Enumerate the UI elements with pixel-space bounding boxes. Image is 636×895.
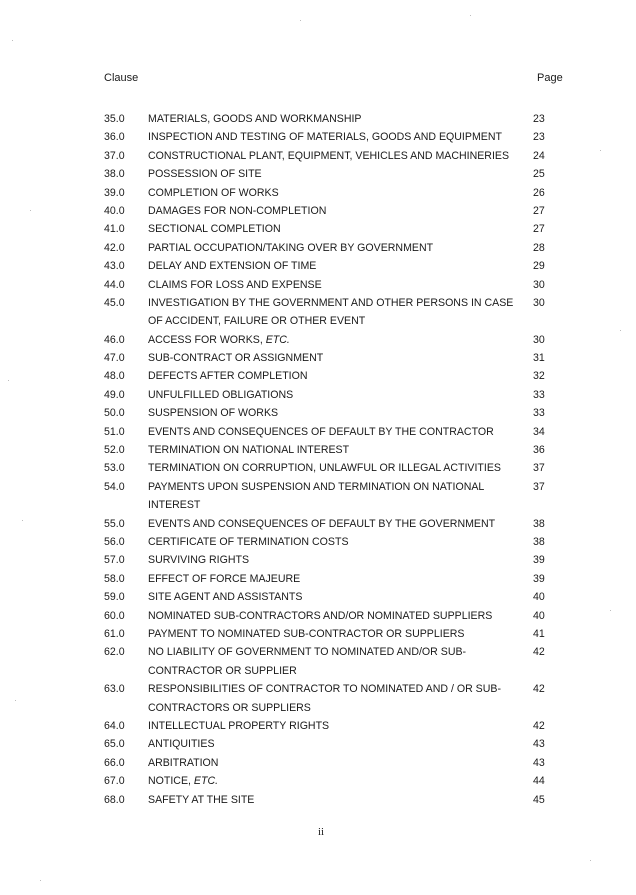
clause-title xyxy=(148,331,518,349)
scan-speck xyxy=(600,150,601,151)
clause-title-emphasis: ETC. xyxy=(193,775,219,788)
clause-title xyxy=(148,257,518,275)
clause-title-text: SITE AGENT AND ASSISTANTS xyxy=(148,591,303,604)
clause-title-text: ANTIQUITIES xyxy=(148,738,215,751)
clause-title xyxy=(148,735,518,753)
page-reference: 30 xyxy=(533,296,545,309)
scan-speck xyxy=(300,20,301,21)
clause-title xyxy=(148,220,518,238)
page-reference: 33 xyxy=(533,388,545,401)
page-reference: 33 xyxy=(533,407,545,420)
clause-title-text: EVENTS AND CONSEQUENCES OF DEFAULT BY THE GOVERNMENT xyxy=(148,517,496,530)
clause-number: 60.0 xyxy=(104,609,125,622)
clause-title-text: INSPECTION AND TESTING OF MATERIALS, GOODS AND EQUIPMENT xyxy=(148,131,502,144)
page-reference: 43 xyxy=(533,756,545,769)
page-reference: 42 xyxy=(533,683,545,696)
toc-row xyxy=(0,643,636,680)
page-reference: 26 xyxy=(533,186,545,199)
scan-speck xyxy=(40,880,41,881)
scan-speck xyxy=(590,860,591,861)
clause-number: 47.0 xyxy=(104,352,125,365)
clause-number: 56.0 xyxy=(104,536,125,549)
clause-number: 46.0 xyxy=(104,333,125,346)
clause-title-text: SUSPENSION OF WORKS xyxy=(148,407,279,420)
toc-row xyxy=(0,239,636,257)
clause-title xyxy=(148,625,518,643)
toc-row xyxy=(0,625,636,643)
clause-title xyxy=(148,791,518,809)
page-reference: 32 xyxy=(533,370,545,383)
clause-title-text: CONSTRUCTIONAL PLANT, EQUIPMENT, VEHICLES AND MACHINERIES xyxy=(148,149,510,162)
page-reference: 37 xyxy=(533,480,545,493)
scan-speck xyxy=(620,330,621,331)
clause-number: 49.0 xyxy=(104,388,125,401)
toc-row xyxy=(0,478,636,515)
toc-row xyxy=(0,754,636,772)
clause-number: 50.0 xyxy=(104,407,125,420)
page-reference: 23 xyxy=(533,113,545,125)
clause-title xyxy=(148,147,518,165)
table-of-contents xyxy=(0,110,636,809)
clause-title xyxy=(148,239,518,257)
clause-title xyxy=(148,165,518,183)
clause-number: 37.0 xyxy=(104,149,125,162)
toc-row xyxy=(0,404,636,422)
clause-title-text: SAFETY AT THE SITE xyxy=(148,793,255,806)
page-reference: 39 xyxy=(533,572,545,585)
toc-row xyxy=(0,735,636,753)
clause-title-text: CLAIMS FOR LOSS AND EXPENSE xyxy=(148,278,322,291)
toc-row xyxy=(0,791,636,809)
clause-number: 45.0 xyxy=(104,296,125,309)
clause-title-text: SECTIONAL COMPLETION xyxy=(148,223,281,236)
clause-number: 38.0 xyxy=(104,168,125,181)
clause-title xyxy=(148,202,518,220)
toc-row xyxy=(0,570,636,588)
page-column-header: Page xyxy=(537,72,563,84)
scan-speck xyxy=(610,610,611,611)
clause-title-text: ACCESS FOR WORKS, xyxy=(148,333,266,346)
toc-row xyxy=(0,147,636,165)
clause-title xyxy=(148,110,518,128)
clause-number: 62.0 xyxy=(104,646,125,659)
clause-title-text: TERMINATION ON CORRUPTION, UNLAWFUL OR ILLEGAL ACTIVITIES xyxy=(148,462,501,475)
clause-title xyxy=(148,294,518,331)
clause-title-continuation: CONTRACTOR OR SUPPLIER xyxy=(148,664,297,677)
toc-row xyxy=(0,515,636,533)
toc-row xyxy=(0,128,636,146)
toc-row xyxy=(0,331,636,349)
clause-title xyxy=(148,441,518,459)
page-reference: 27 xyxy=(533,223,545,236)
toc-row xyxy=(0,386,636,404)
clause-title xyxy=(148,423,518,441)
scan-speck xyxy=(15,700,16,701)
clause-title xyxy=(148,349,518,367)
toc-row xyxy=(0,276,636,294)
page-reference: 42 xyxy=(533,646,545,659)
page-reference: 38 xyxy=(533,517,545,530)
clause-title-text: TERMINATION ON NATIONAL INTEREST xyxy=(148,444,350,457)
clause-number: 68.0 xyxy=(104,793,125,806)
page-reference: 44 xyxy=(533,775,545,788)
scan-speck xyxy=(470,15,471,16)
clause-number: 41.0 xyxy=(104,223,125,236)
clause-title-text: CERTIFICATE OF TERMINATION COSTS xyxy=(148,536,349,549)
clause-number: 43.0 xyxy=(104,260,125,273)
page-reference: 45 xyxy=(533,793,545,806)
clause-number: 35.0 xyxy=(104,113,125,125)
clause-title-continuation: OF ACCIDENT, FAILURE OR OTHER EVENT xyxy=(148,315,366,328)
page-reference: 40 xyxy=(533,591,545,604)
page-reference: 30 xyxy=(533,278,545,291)
clause-number: 39.0 xyxy=(104,186,125,199)
clause-title-continuation: INTEREST xyxy=(148,499,201,512)
toc-row xyxy=(0,717,636,735)
toc-row xyxy=(0,184,636,202)
page-reference: 40 xyxy=(533,609,545,622)
clause-title-text: INVESTIGATION BY THE GOVERNMENT AND OTHER PERSONS IN CASE xyxy=(148,296,514,309)
clause-number: 44.0 xyxy=(104,278,125,291)
clause-title-text: PARTIAL OCCUPATION/TAKING OVER BY GOVERNMENT xyxy=(148,241,434,254)
clause-title xyxy=(148,754,518,772)
clause-number: 63.0 xyxy=(104,683,125,696)
page-reference: 31 xyxy=(533,352,545,365)
clause-title-text: EFFECT OF FORCE MAJEURE xyxy=(148,572,301,585)
toc-row xyxy=(0,533,636,551)
scan-speck xyxy=(30,210,31,211)
clause-title xyxy=(148,551,518,569)
clause-number: 54.0 xyxy=(104,480,125,493)
clause-number: 40.0 xyxy=(104,204,125,217)
clause-title xyxy=(148,533,518,551)
toc-row xyxy=(0,459,636,477)
clause-title xyxy=(148,607,518,625)
page-reference: 42 xyxy=(533,719,545,732)
page-reference: 43 xyxy=(533,738,545,751)
page-reference: 25 xyxy=(533,168,545,181)
toc-row xyxy=(0,588,636,606)
clause-title-text: RESPONSIBILITIES OF CONTRACTOR TO NOMINATED AND / OR SUB- xyxy=(148,683,501,696)
clause-title xyxy=(148,478,518,515)
page-reference: 30 xyxy=(533,333,545,346)
clause-title-continuation: CONTRACTORS OR SUPPLIERS xyxy=(148,701,311,714)
clause-title-text: SURVIVING RIGHTS xyxy=(148,554,250,567)
clause-number: 51.0 xyxy=(104,425,125,438)
scan-speck xyxy=(8,380,9,381)
toc-row xyxy=(0,257,636,275)
clause-title xyxy=(148,515,518,533)
toc-row xyxy=(0,110,636,128)
clause-title xyxy=(148,386,518,404)
toc-row xyxy=(0,202,636,220)
clause-title xyxy=(148,588,518,606)
page-reference: 39 xyxy=(533,554,545,567)
page-reference: 27 xyxy=(533,204,545,217)
clause-column-header: Clause xyxy=(104,72,139,84)
page-reference: 28 xyxy=(533,241,545,254)
page-reference: 24 xyxy=(533,149,545,162)
clause-title-text: COMPLETION OF WORKS xyxy=(148,186,279,199)
clause-number: 52.0 xyxy=(104,444,125,457)
page-reference: 34 xyxy=(533,425,545,438)
toc-row xyxy=(0,165,636,183)
clause-title xyxy=(148,367,518,385)
toc-row xyxy=(0,441,636,459)
page-reference: 23 xyxy=(533,131,545,144)
toc-row xyxy=(0,551,636,569)
clause-title-text: PAYMENT TO NOMINATED SUB-CONTRACTOR OR SUPPLIERS xyxy=(148,627,465,640)
clause-title-text: DEFECTS AFTER COMPLETION xyxy=(148,370,308,383)
clause-number: 66.0 xyxy=(104,756,125,769)
clause-title-text: NOTICE, xyxy=(148,775,194,788)
clause-number: 48.0 xyxy=(104,370,125,383)
clause-number: 59.0 xyxy=(104,591,125,604)
page-reference: 37 xyxy=(533,462,545,475)
toc-row xyxy=(0,423,636,441)
clause-number: 42.0 xyxy=(104,241,125,254)
clause-number: 67.0 xyxy=(104,775,125,788)
clause-title xyxy=(148,680,518,717)
clause-title-text: INTELLECTUAL PROPERTY RIGHTS xyxy=(148,719,330,732)
page-reference: 36 xyxy=(533,444,545,457)
clause-title-text: NOMINATED SUB-CONTRACTORS AND/OR NOMINATED SUPPLIERS xyxy=(148,609,493,622)
clause-title-text: POSSESSION OF SITE xyxy=(148,168,262,181)
clause-number: 36.0 xyxy=(104,131,125,144)
page-reference: 29 xyxy=(533,260,545,273)
clause-title-text: ARBITRATION xyxy=(148,756,219,769)
clause-title xyxy=(148,404,518,422)
clause-title xyxy=(148,772,518,790)
clause-number: 55.0 xyxy=(104,517,125,530)
clause-title-text: EVENTS AND CONSEQUENCES OF DEFAULT BY THE CONTRACTOR xyxy=(148,425,494,438)
clause-title-text: MATERIALS, GOODS AND WORKMANSHIP xyxy=(148,113,362,125)
toc-row xyxy=(0,294,636,331)
clause-number: 65.0 xyxy=(104,738,125,751)
clause-title-text: DELAY AND EXTENSION OF TIME xyxy=(148,260,317,273)
clause-title-text: UNFULFILLED OBLIGATIONS xyxy=(148,388,294,401)
scan-speck xyxy=(22,520,23,521)
clause-title xyxy=(148,276,518,294)
toc-row xyxy=(0,772,636,790)
clause-title xyxy=(148,643,518,680)
clause-title-text: SUB-CONTRACT OR ASSIGNMENT xyxy=(148,352,324,365)
clause-number: 53.0 xyxy=(104,462,125,475)
clause-title xyxy=(148,128,518,146)
clause-title-text: PAYMENTS UPON SUSPENSION AND TERMINATION ON NATIONAL xyxy=(148,480,485,493)
page-reference: 41 xyxy=(533,627,545,640)
clause-number: 57.0 xyxy=(104,554,125,567)
clause-number: 64.0 xyxy=(104,719,125,732)
clause-title xyxy=(148,459,518,477)
toc-row xyxy=(0,220,636,238)
clause-title xyxy=(148,717,518,735)
clause-title xyxy=(148,184,518,202)
clause-title xyxy=(148,570,518,588)
page-number-footer: ii xyxy=(318,826,325,838)
toc-row xyxy=(0,607,636,625)
clause-title-text: DAMAGES FOR NON-COMPLETION xyxy=(148,204,327,217)
clause-title-text: NO LIABILITY OF GOVERNMENT TO NOMINATED AND/OR SUB- xyxy=(148,646,467,659)
clause-title-emphasis: ETC. xyxy=(265,333,290,346)
toc-row xyxy=(0,349,636,367)
clause-number: 61.0 xyxy=(104,627,125,640)
scan-speck xyxy=(12,40,13,41)
page-reference: 38 xyxy=(533,536,545,549)
toc-row xyxy=(0,367,636,385)
toc-row xyxy=(0,680,636,717)
clause-number: 58.0 xyxy=(104,572,125,585)
